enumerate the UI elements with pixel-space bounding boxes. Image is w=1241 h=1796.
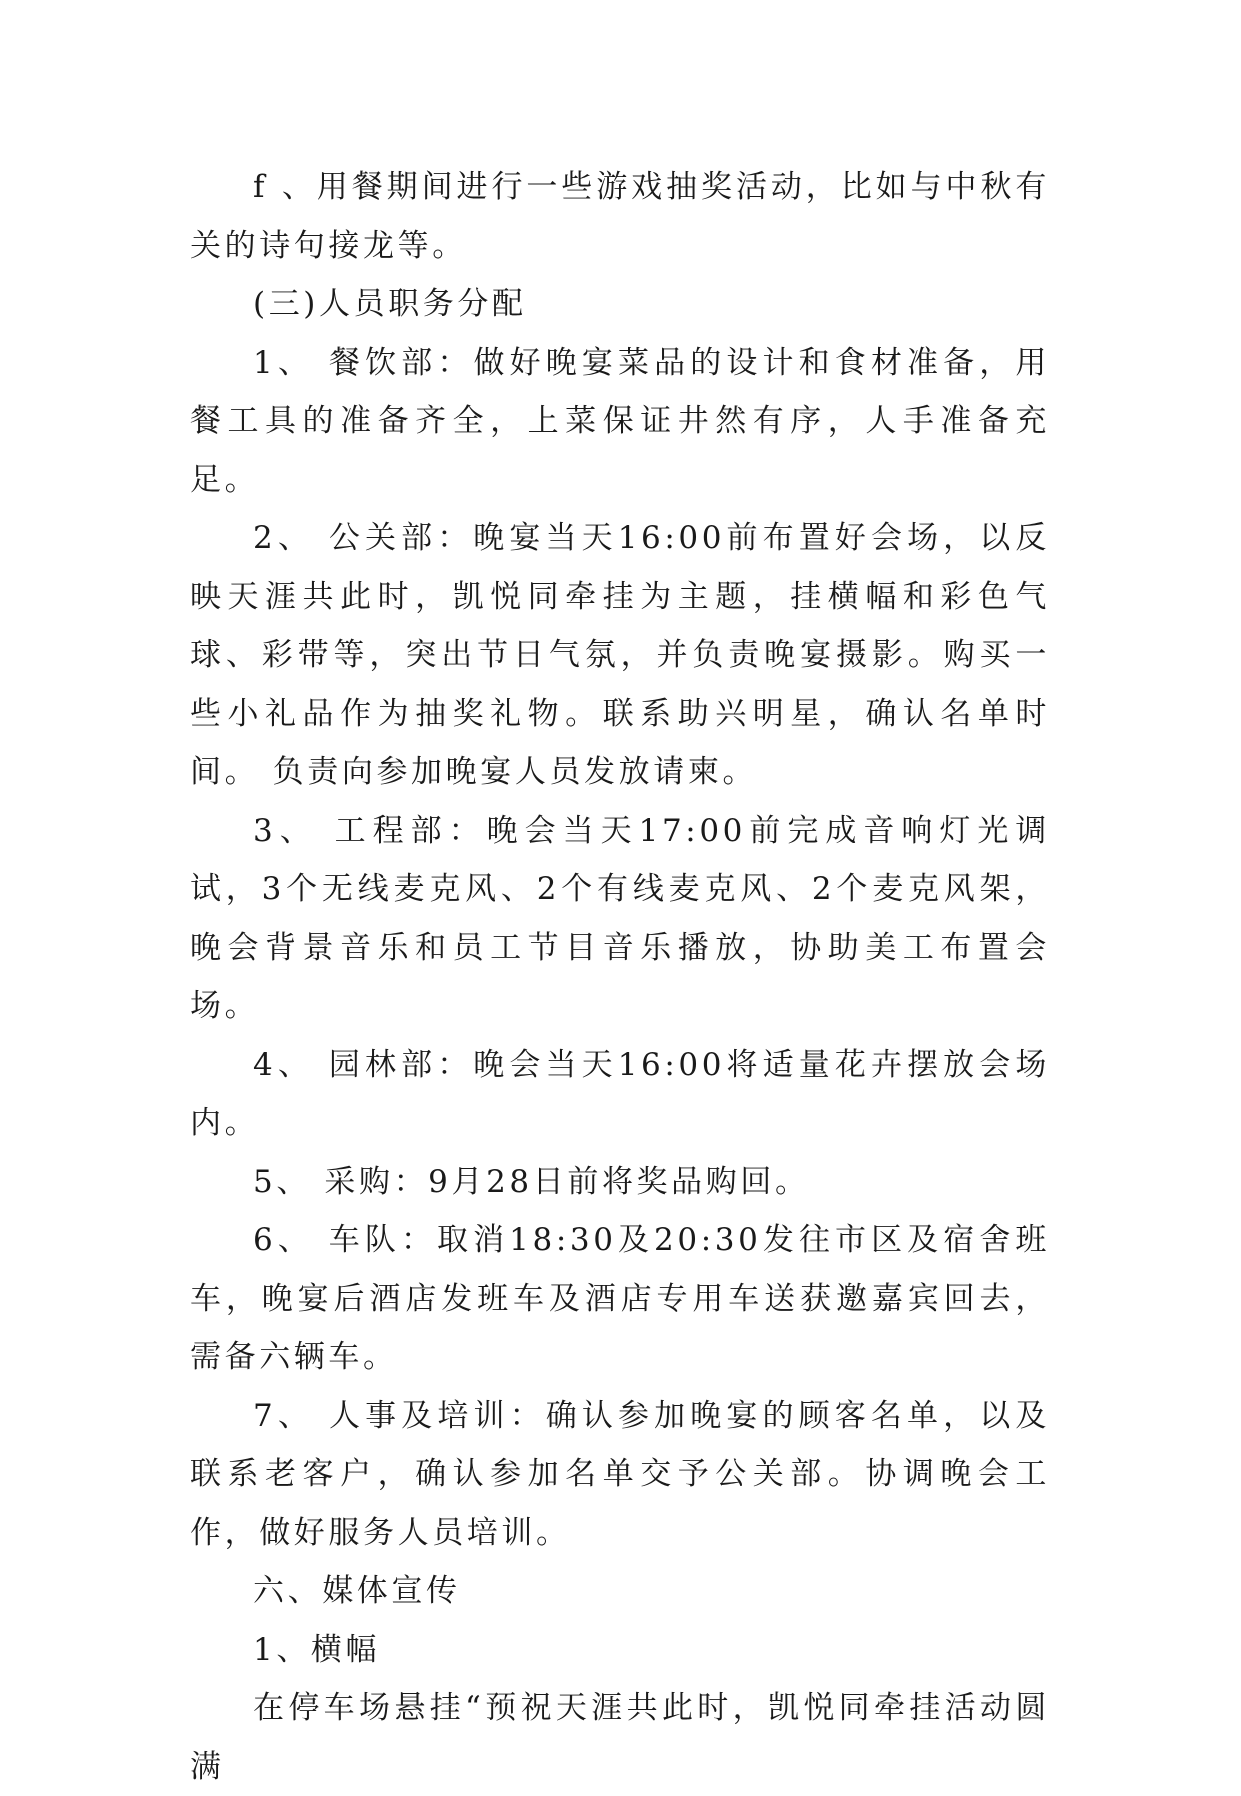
subheading-banner: 1、横幅 (253, 1631, 381, 1668)
paragraph-gardening-dept: 4、 园林部：晚会当天16:00将适量花卉摆放会场内。 (190, 1046, 1050, 1141)
paragraph-purchasing: 5、 采购：9月28日前将奖品购回。 (253, 1163, 810, 1200)
paragraph-catering-dept: 1、 餐饮部：做好晚宴菜品的设计和食材准备，用餐工具的准备齐全，上菜保证井然有序，人手准备充足。 (190, 344, 1050, 498)
paragraph-motorcade: 6、 车队：取消18:30及20:30发往市区及宿舍班车，晚宴后酒店发班车及酒店专用车送获邀嘉宾回去，需备六辆车。 (190, 1222, 1050, 1375)
document-body (190, 158, 1050, 1796)
paragraph-pr-dept: 2、 公关部：晚宴当天16:00前布置好会场，以反映天涯共此时，凯悦同牵挂为主题，挂横幅和彩色气球、彩带等，突出节日气氛，并负责晚宴摄影。购买一些小礼品作为抽奖礼物。联系助兴明星，确认名单时间。 负责向参加晚宴人员发放请柬。 (190, 520, 1050, 790)
paragraph-banner-text: 在停车场悬挂“预祝天涯共此时，凯悦同牵挂活动圆满 (190, 1690, 1050, 1785)
paragraph-hr-training: 7、 人事及培训：确认参加晚宴的顾客名单，以及联系老客户，确认参加名单交予公关部。协调晚会工作，做好服务人员培训。 (190, 1397, 1050, 1551)
paragraph-engineering-dept: 3、 工程部：晚会当天17:00前完成音响灯光调试，3个无线麦克风、2个有线麦克风、2个麦克风架，晚会背景音乐和员工节目音乐播放，协助美工布置会场。 (190, 812, 1050, 1024)
section-heading-media: 六、媒体宣传 (253, 1573, 461, 1609)
paragraph-activity-f: f 、用餐期间进行一些游戏抽奖活动，比如与中秋有关的诗句接龙等。 (190, 169, 1050, 264)
section-heading-staff-duties: (三)人员职务分配 (253, 286, 527, 322)
